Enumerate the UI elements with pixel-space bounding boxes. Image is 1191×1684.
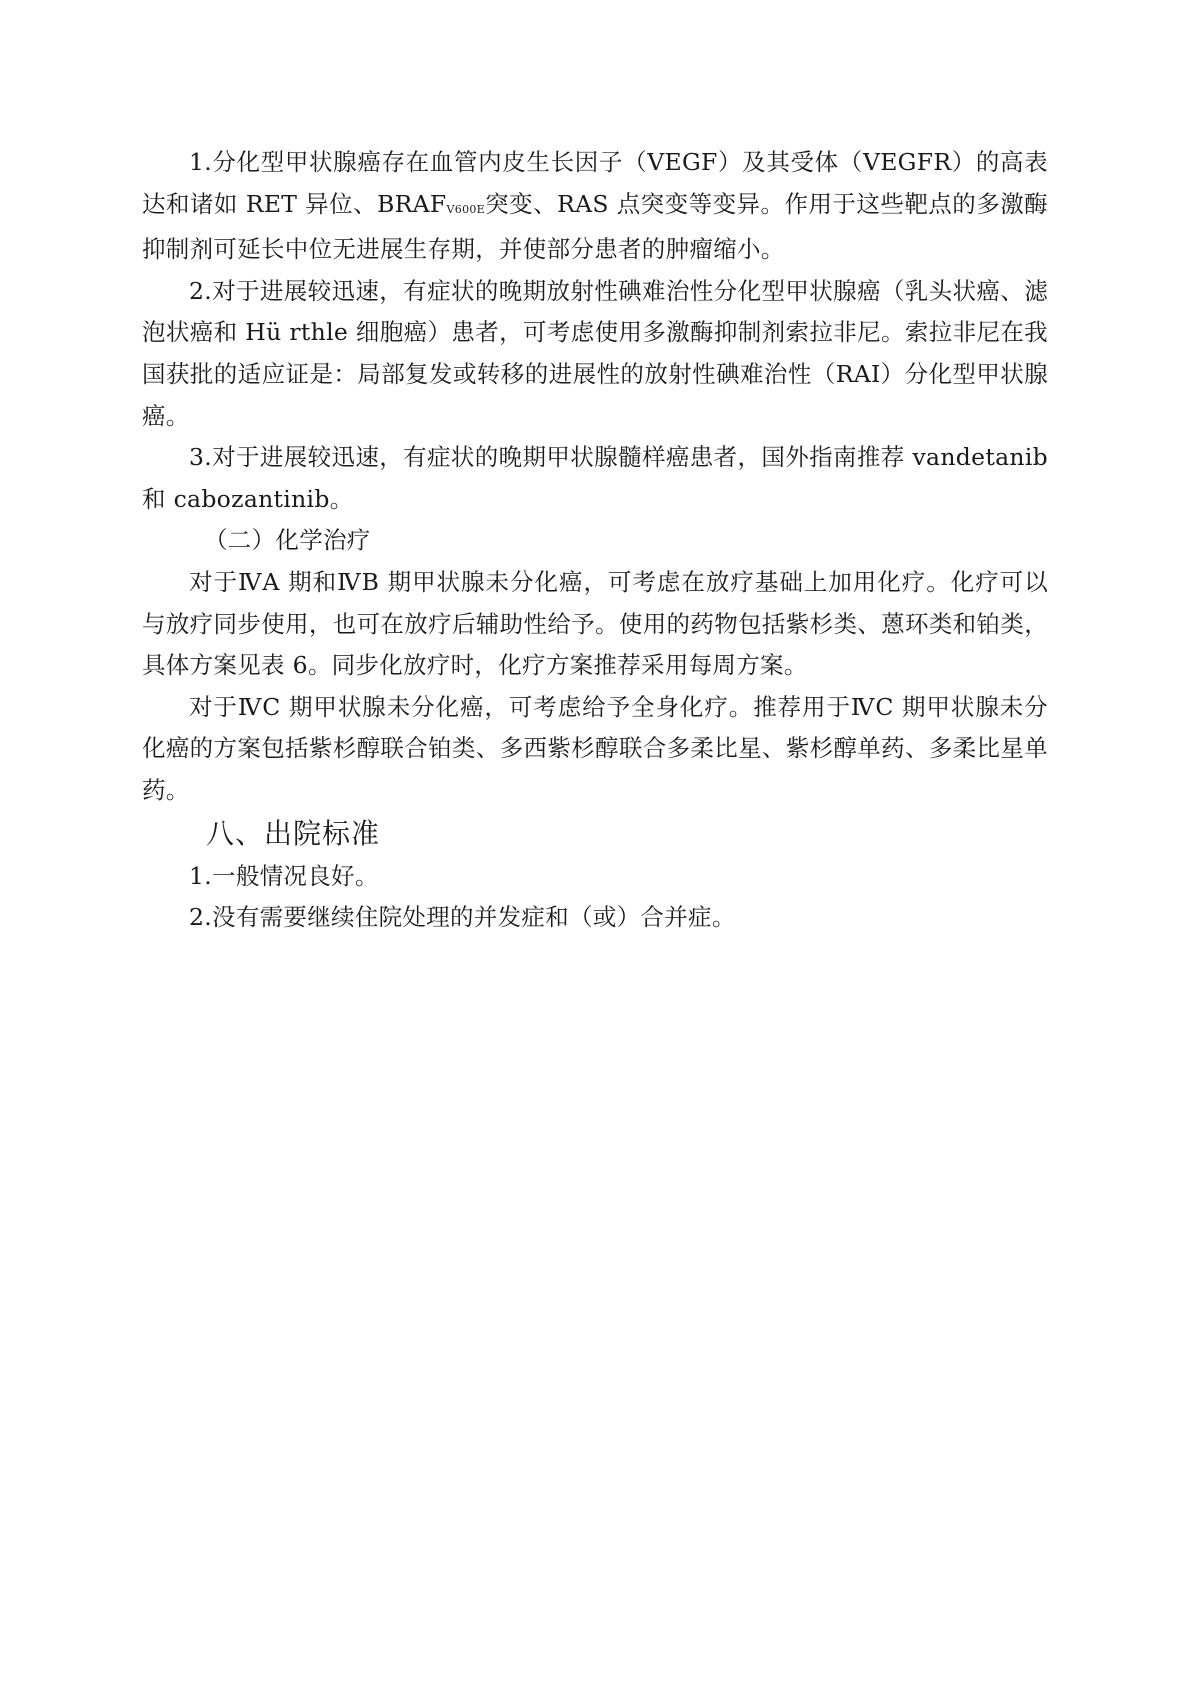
paragraph-text: 突变、RAS 点突变等变异。作用于这些靶点的多激酶抑制剂可延长中位无进展生存期，并使部分患者的肿瘤缩小。 [142,189,1048,264]
discharge-criterion-1: 1.一般情况良好。 [189,861,379,890]
paragraph-targeted-therapy-1 [142,142,1048,271]
discharge-criterion-2: 2.没有需要继续住院处理的并发症和（或）合并症。 [189,903,736,932]
subscript-mutation: V600E [446,202,486,216]
section-heading-discharge: 八、出院标准 [206,816,381,850]
paragraph-targeted-therapy-3: 3.对于进展较迅速，有症状的晚期甲状腺髓样癌患者，国外指南推荐 vandetanib 和 cabozantinib。 [142,443,1048,513]
paragraph-chemo-ivc: 对于ⅣC 期甲状腺未分化癌，可考虑给予全身化疗。推荐用于ⅣC 期甲状腺未分化癌的方案包括紫杉醇联合铂类、多西紫杉醇联合多柔比星、紫杉醇单药、多柔比星单药。 [142,692,1048,804]
paragraph-text: 1.分化型甲状腺癌存在血管内皮生长因子（VEGF）及其受体（VEGFR）的高表达和诸如 RET 异位、BRAF [142,148,1048,218]
paragraph-targeted-therapy-2: 2.对于进展较迅速，有症状的晚期放射性碘难治性分化型甲状腺癌（乳头状癌、滤泡状癌和 Hü rthle 细胞癌）患者，可考虑使用多激酶抑制剂索拉非尼。索拉非尼在我国获批的适应证是：局部复发或转移的进展性的放射性碘难治性（RAI）分化型甲状腺癌。 [142,276,1048,430]
document-body [142,142,1048,939]
paragraph-chemo-iva-ivb: 对于ⅣA 期和ⅣB 期甲状腺未分化癌，可考虑在放疗基础上加用化疗。化疗可以与放疗同步使用，也可在放疗后辅助性给予。使用的药物包括紫杉类、蒽环类和铂类，具体方案见表 6。同步化放疗时，化疗方案推荐采用每周方案。 [142,567,1048,680]
subheading-chemotherapy: （二）化学治疗 [204,526,371,555]
